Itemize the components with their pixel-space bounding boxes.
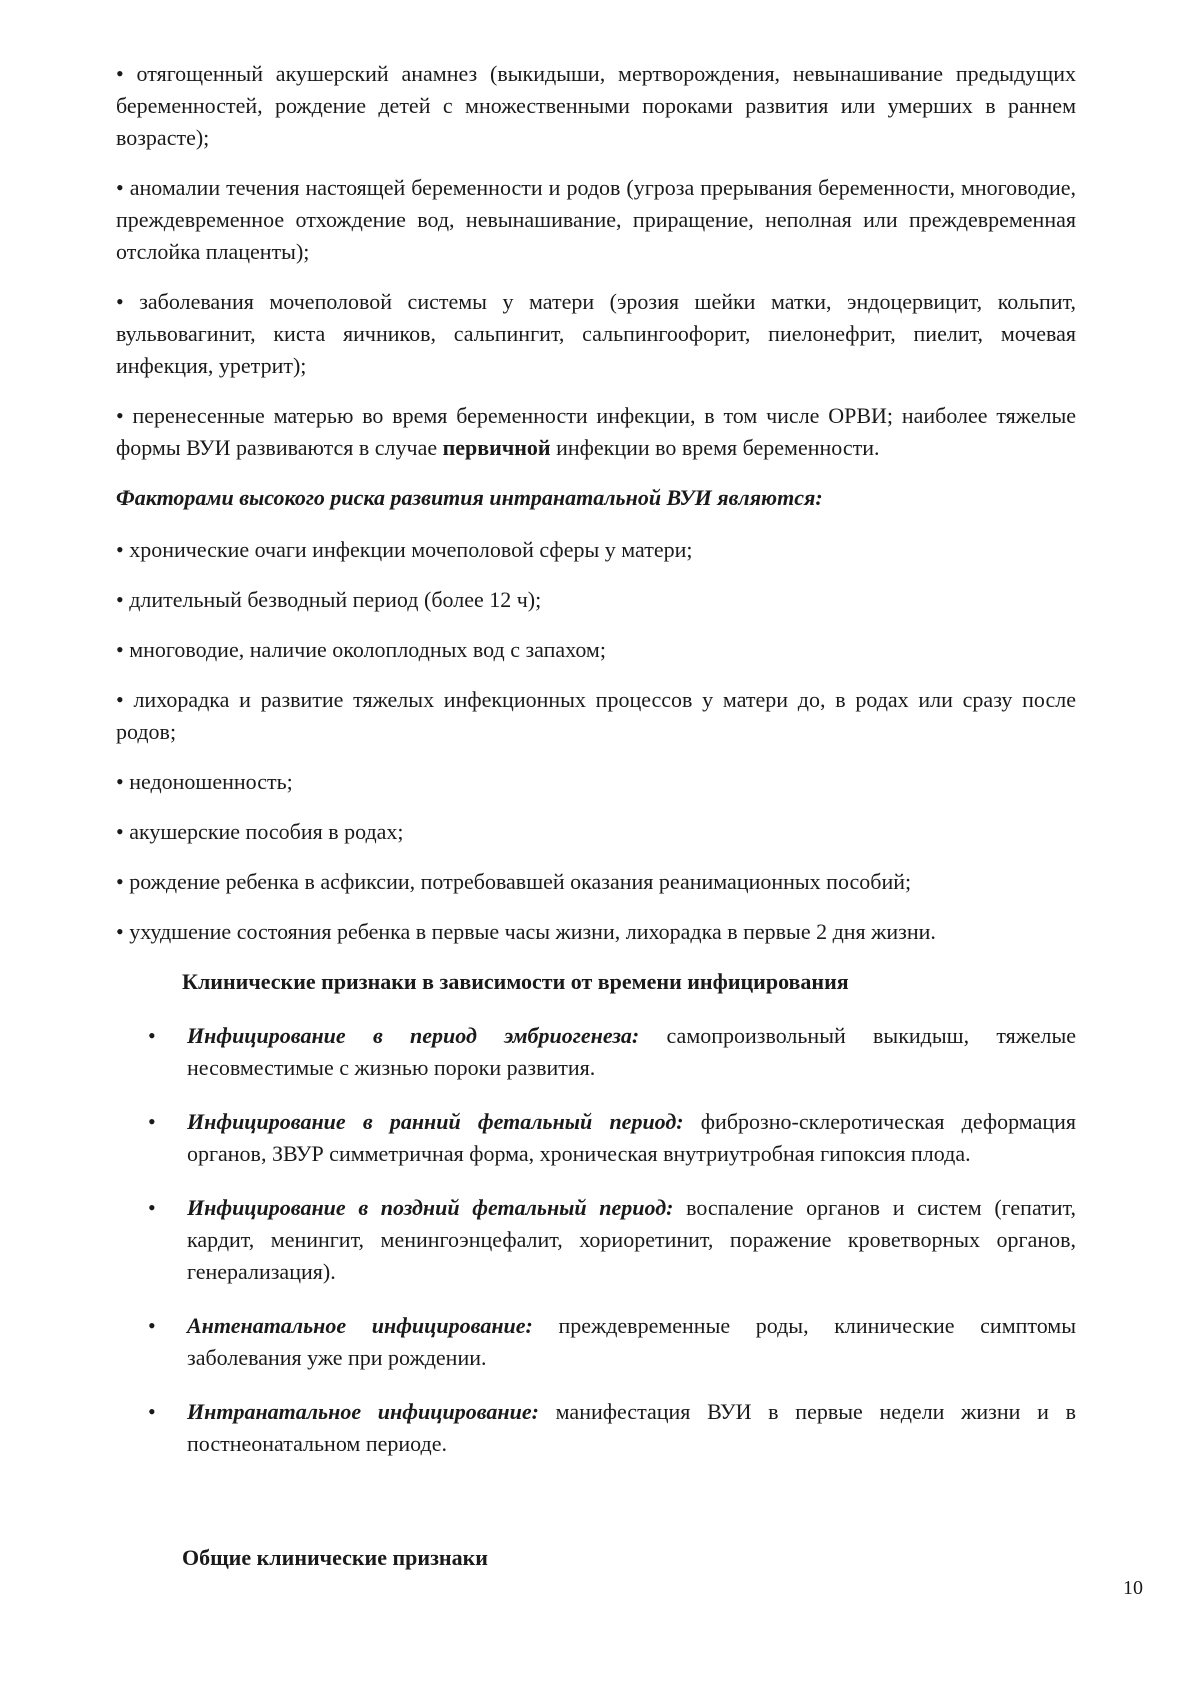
item-text: фиброзно-склеротическая деформация органов, ЗВУР симметричная форма, хроническая внутриутробная гипоксия плода. bbox=[187, 1109, 1077, 1166]
text-column bbox=[116, 58, 1076, 1574]
risk-factor-infections-during-pregnancy bbox=[116, 400, 1076, 464]
intranatal-factor-chronic-foci: • хронические очаги инфекции мочеполовой сферы у матери; bbox=[116, 537, 693, 562]
clinical-signs-title: Клинические признаки в зависимости от времени инфицирования bbox=[182, 969, 849, 994]
bullet-icon: • bbox=[148, 1023, 156, 1048]
item-term: Антенатальное инфицирование: bbox=[187, 1313, 533, 1338]
general-signs-title: Общие клинические признаки bbox=[182, 1545, 488, 1570]
item-term: Инфицирование в поздний фетальный период: bbox=[187, 1195, 674, 1220]
intranatal-factor-deterioration: • ухудшение состояния ребенка в первые часы жизни, лихорадка в первые 2 дня жизни. bbox=[116, 919, 936, 944]
bullet-icon: • bbox=[148, 1313, 156, 1338]
intranatal-factor-obstetric-aids: • акушерские пособия в родах; bbox=[116, 819, 404, 844]
infections-text-bold: первичной bbox=[442, 435, 551, 460]
infections-text-before: • перенесенные матерью во время беременности инфекции, в том числе ОРВИ; наиболее тяжелые формы ВУИ развиваются в случае bbox=[116, 403, 1076, 460]
intranatal-factor-prematurity: • недоношенность; bbox=[116, 769, 293, 794]
item-text: самопроизвольный выкидыш, тяжелые несовместимые с жизнью пороки развития. bbox=[187, 1023, 1076, 1080]
bullet-icon: • bbox=[148, 1399, 156, 1424]
intranatal-factor-anhydrous-period: • длительный безводный период (более 12 ч); bbox=[116, 587, 542, 612]
intranatal-factor-asphyxia: • рождение ребенка в асфиксии, потребовавшей оказания реанимационных пособий; bbox=[116, 869, 912, 894]
item-text: манифестация ВУИ в первые недели жизни и в постнеонатальном периоде. bbox=[187, 1399, 1076, 1456]
risk-factor-urogenital-diseases: • заболевания мочеполовой системы у матери (эрозия шейки матки, эндоцервицит, кольпит, вульвовагинит, киста яичников, сальпингит, сальпингоофорит, пиелонефрит, пиелит, мочевая инфекция, уретрит); bbox=[116, 289, 1076, 378]
list-item bbox=[116, 1396, 1076, 1460]
item-term: Инфицирование в ранний фетальный период: bbox=[187, 1109, 684, 1134]
list-item bbox=[116, 1310, 1076, 1374]
section-spacer bbox=[116, 1482, 1076, 1542]
risk-factor-obstetric-history: • отягощенный акушерский анамнез (выкидыши, мертворождения, невынашивание предыдущих беременностей, рождение детей с множественными пороками развития или умерших в раннем возрасте); bbox=[116, 61, 1076, 150]
clinical-signs-list bbox=[116, 1020, 1076, 1460]
list-item bbox=[116, 1106, 1076, 1170]
intranatal-factor-polyhydramnios: • многоводие, наличие околоплодных вод с запахом; bbox=[116, 637, 606, 662]
list-item bbox=[116, 1192, 1076, 1288]
item-term: Интранатальное инфицирование: bbox=[187, 1399, 539, 1424]
bullet-icon: • bbox=[148, 1195, 156, 1220]
intranatal-factor-fever: • лихорадка и развитие тяжелых инфекционных процессов у матери до, в родах или сразу после родов; bbox=[116, 687, 1076, 744]
list-item bbox=[116, 1020, 1076, 1084]
intranatal-risk-heading: Факторами высокого риска развития интранатальной ВУИ являются: bbox=[116, 485, 823, 510]
risk-factor-pregnancy-anomalies: • аномалии течения настоящей беременности и родов (угроза прерывания беременности, многоводие, преждевременное отхождение вод, невынашивание, приращение, неполная или преждевременная отслойка плаценты); bbox=[116, 175, 1076, 264]
page-number: 10 bbox=[1123, 1577, 1143, 1599]
item-text: преждевременные роды, клинические симптомы заболевания уже при рождении. bbox=[187, 1313, 1077, 1370]
infections-text-after: инфекции во время беременности. bbox=[550, 435, 880, 460]
item-text: воспаление органов и систем (гепатит, кардит, менингит, менингоэнцефалит, хориоретинит, поражение кроветворных органов, генерализация). bbox=[187, 1195, 1076, 1284]
bullet-icon: • bbox=[148, 1109, 156, 1134]
item-term: Инфицирование в период эмбриогенеза: bbox=[187, 1023, 640, 1048]
